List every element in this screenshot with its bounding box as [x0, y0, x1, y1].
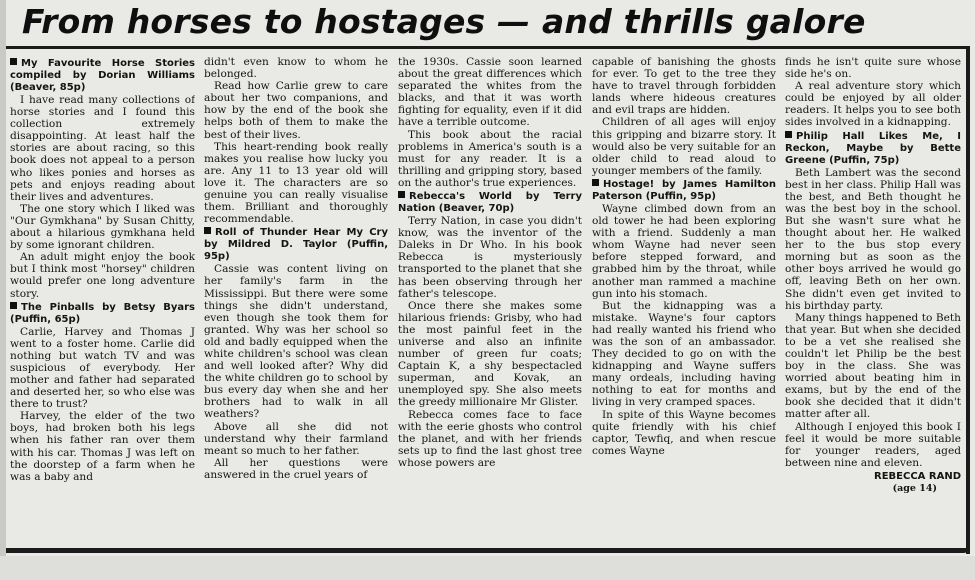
body-paragraph: Many things happened to Beth that year. But when she decided to be a vet she realised she couldn't let Philip be the best boy in the class. She was worried about beating him in exams, but by the end of the book she decided that it didn't matter after all.: [785, 311, 961, 421]
column-2: [204, 56, 388, 548]
review-heading: [785, 131, 961, 167]
body-paragraph: Carlie, Harvey and Thomas J went to a foster home. Carlie did nothing but watch TV and was suspicious of everybody. Her mother and father had separated and deserted her, so who else was there to trust?: [10, 325, 195, 411]
review-heading: [204, 227, 388, 263]
body-paragraph: The one story which I liked was "Our Gymkhana" by Susan Chitty, about a hilarious gymkhana held by some ignorant children.: [10, 202, 195, 252]
review-heading: [398, 191, 582, 215]
body-paragraph: I have read many collections of horse stories and I found this collection extremely disappointing. At least half the stories are about racing, so this book does not appeal to a person who likes ponies and horses as pets and enjoys reading about their lives and adventures.: [10, 94, 195, 203]
body-paragraph: Wayne climbed down from an old tower he had been exploring with a friend. Suddenly a man whom Wayne had never seen before stepped forward, and grabbed him by the throat, while another man rammed a machine gun into his stomach.: [592, 202, 776, 300]
body-paragraph: finds he isn't quite sure whose side he's on.: [785, 56, 961, 81]
body-paragraph: Terry Nation, in case you didn't know, was the inventor of the Daleks in Dr Who. In his book Rebecca is mysteriously transported to the planet that she has been observing through her father's telescope.: [398, 215, 582, 300]
body-paragraph: Rebecca comes face to face with the eerie ghosts who control the planet, and with her friends sets up to find the last ghost tree whose powers are: [398, 408, 582, 469]
review-heading: [592, 179, 776, 203]
box-border-bottom: [6, 548, 969, 553]
body-paragraph: Above all she did not understand why their farmland meant so much to her father.: [204, 420, 388, 457]
bullet-square-icon: [592, 179, 599, 186]
author-byline: REBECCA RAND: [874, 470, 961, 482]
body-paragraph: Read how Carlie grew to care about her two companions, and how by the end of the book she helps both of them to make the best of their lives.: [204, 80, 388, 141]
bullet-square-icon: [10, 302, 17, 309]
review-heading-text: Hostage! by James Hamilton Paterson (Puffin, 95p): [592, 178, 776, 202]
review-heading-text: Rebecca's World by Terry Nation (Beaver, 70p): [398, 191, 582, 215]
review-heading: [10, 302, 195, 326]
body-paragraph: But the kidnapping was a mistake. Wayne's four captors had really wanted his friend who was the son of an ambassador. They decided to go on with the kidnapping and Wayne suffers many ordeals, including having nothing to eat for months and living in very cramped spaces.: [592, 299, 776, 409]
body-paragraph: Cassie was content living on her family's farm in the Mississippi. But there were some things she didn't understand, even though she took them for granted. Why was her school so old and badly equipped when the white children's school was clean and well looked after? Why did the white children go to school by bus every day when she and her brothers had to walk in all weathers?: [204, 263, 388, 421]
review-heading-text: The Pinballs by Betsy Byars (Puffin, 65p): [10, 301, 195, 325]
headline: From horses to hostages — and thrills galore: [22, 2, 866, 41]
body-paragraph: An adult might enjoy the book but I think most "horsey" children would prefer one long adventure story.: [10, 251, 195, 300]
body-paragraph: capable of banishing the ghosts for ever. To get to the tree they have to travel through forbidden lands where hideous creatures and evil traps are hidden.: [592, 56, 776, 117]
body-paragraph: A real adventure story which could be enjoyed by all older readers. It helps you to see both sides involved in a kidnapping.: [785, 80, 961, 129]
bullet-square-icon: [204, 227, 211, 234]
column-4: [592, 56, 776, 548]
page-margin: [0, 556, 975, 580]
body-paragraph: In spite of this Wayne becomes quite friendly with his chief captor, Tewfiq, and when rescue comes Wayne: [592, 408, 776, 457]
body-paragraph: All her questions were answered in the cruel years of: [204, 456, 388, 481]
body-paragraph: Children of all ages will enjoy this gripping and bizarre story. It would also be very suitable for an older child to read aloud to younger members of the family.: [592, 116, 776, 177]
body-paragraph: Beth Lambert was the second best in her class. Philip Hall was the best, and Beth thought he was the best boy in the school. But she wasn't sure what he thought about her. He walked her to the bus stop every morning but as soon as the other boys arrived he would go off, leaving Beth on her own. She didn't even get invited to his birthday party.: [785, 166, 961, 312]
body-paragraph: Harvey, the elder of the two boys, had broken both his legs when his father ran over them with his car. Thomas J was left on the doorstep of a farm when he was a baby and: [10, 410, 195, 483]
review-heading-text: My Favourite Horse Stories compiled by Dorian Williams (Beaver, 85p): [10, 58, 195, 93]
review-heading-text: Roll of Thunder Hear My Cry by Mildred D. Taylor (Puffin, 95p): [204, 227, 388, 263]
body-paragraph: Although I enjoyed this book I feel it would be more suitable for younger readers, aged between nine and eleven.: [785, 420, 961, 469]
review-heading: [10, 58, 195, 94]
body-paragraph: This book about the racial problems in America's south is a must for any reader. It is a thrilling and gripping story, based on the author's true experiences.: [398, 128, 582, 189]
body-paragraph: Once there she makes some hilarious friends: Grisby, who had the most painful feet in the universe and also an infinite number of green fur coats; Captain K, a shy bespectacled superman, and Kovak, an unemployed spy. She also meets the greedy millionaire Mr Glister.: [398, 299, 582, 409]
bullet-square-icon: [785, 131, 792, 138]
body-paragraph: This heart-rending book really makes you realise how lucky you are. Any 11 to 13 year old will love it. The characters are so genuine you can really visualise them. Brilliant and thoroughly recommendable.: [204, 140, 388, 226]
body-paragraph: the 1930s. Cassie soon learned about the great differences which separated the whites from the blacks, and that it was worth fighting for equality, even if it did have a terrible outcome.: [398, 56, 582, 129]
column-3: [398, 56, 582, 548]
column-5: [785, 56, 961, 548]
box-border-right: [966, 46, 970, 554]
author-age: (age 14): [892, 482, 937, 494]
bullet-square-icon: [398, 191, 405, 198]
scan-edge: [0, 0, 6, 580]
bullet-square-icon: [10, 58, 17, 65]
headline-rule: [6, 46, 969, 49]
column-1: [10, 56, 195, 548]
review-heading-text: Philip Hall Likes Me, I Reckon, Maybe by Bette Greene (Puffin, 75p): [785, 130, 961, 166]
body-paragraph: didn't even know to whom he belonged.: [204, 56, 388, 81]
